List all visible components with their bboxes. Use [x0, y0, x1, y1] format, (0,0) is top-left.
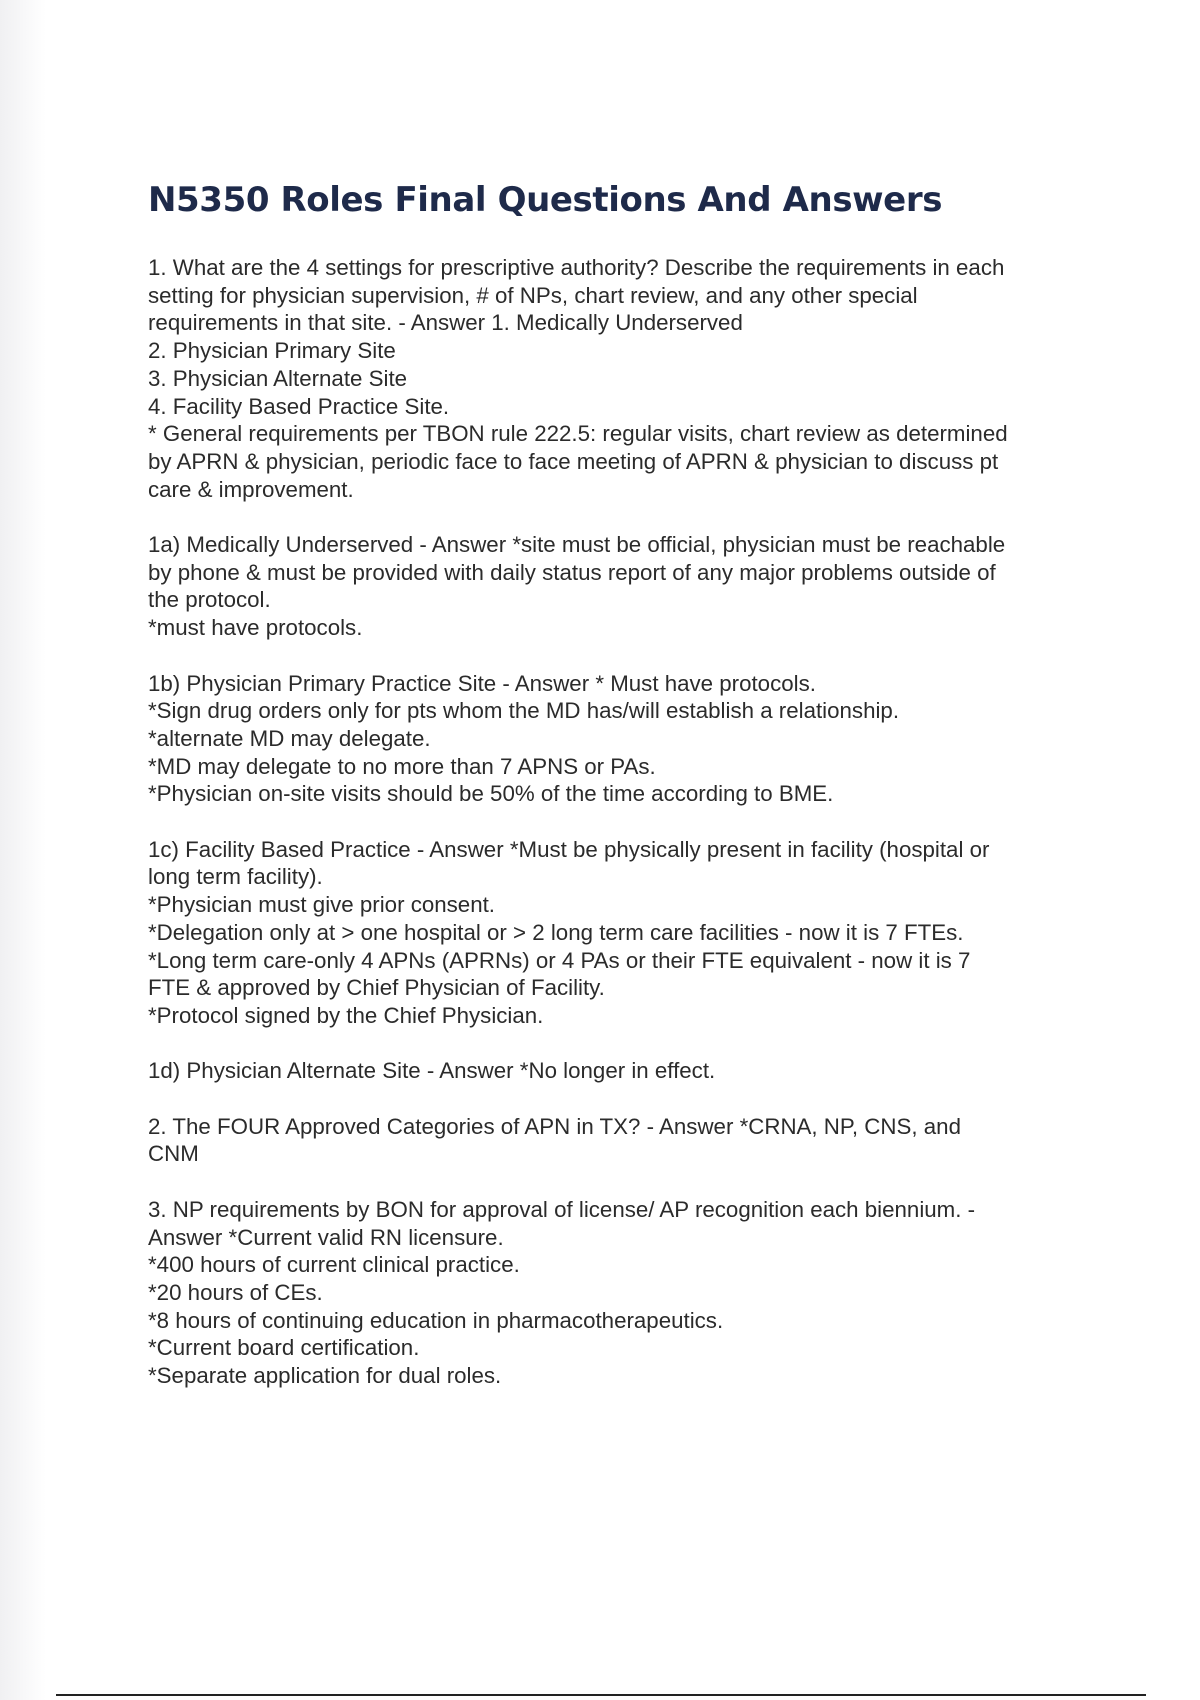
bottom-rule [56, 1694, 1146, 1696]
text-line: * General requirements per TBON rule 222.5: regular visits, chart review as determined [148, 421, 1008, 447]
text-line: 1d) Physician Alternate Site - Answer *No longer in effect. [148, 1058, 716, 1084]
text-line: 4. Facility Based Practice Site. [148, 393, 450, 419]
text-line: *Physician must give prior consent. [148, 892, 495, 918]
text-line: 1b) Physician Primary Practice Site - Answer * Must have protocols. [148, 670, 816, 696]
text-line: by APRN & physician, periodic face to face meeting of APRN & physician to discuss pt [148, 448, 999, 474]
text-line: 1a) Medically Underserved - Answer *site must be official, physician must be reachable [148, 532, 1006, 558]
text-line: FTE & approved by Chief Physician of Facility. [148, 975, 605, 1001]
text-line: CNM [148, 1141, 199, 1167]
qa-block [148, 1113, 1088, 1168]
text-line: 3. Physician Alternate Site [148, 365, 408, 391]
text-line: *MD may delegate to no more than 7 APNS or PAs. [148, 753, 656, 779]
text-line: 2. The FOUR Approved Categories of APN in TX? - Answer *CRNA, NP, CNS, and [148, 1113, 961, 1139]
text-line: the protocol. [148, 587, 271, 613]
text-line: Answer *Current valid RN licensure. [148, 1224, 504, 1250]
text-line: *8 hours of continuing education in pharmacotherapeutics. [148, 1307, 724, 1333]
qa-block [148, 670, 1088, 809]
text-line: 2. Physician Primary Site [148, 338, 396, 364]
text-line: care & improvement. [148, 476, 354, 502]
qa-block [148, 1196, 1088, 1390]
qa-block [148, 254, 1088, 503]
text-line: *Sign drug orders only for pts whom the MD has/will establish a relationship. [148, 698, 900, 724]
text-line: 1. What are the 4 settings for prescriptive authority? Describe the requirements in each [148, 255, 1005, 280]
text-line: 3. NP requirements by BON for approval of license/ AP recognition each biennium. - [148, 1196, 976, 1222]
text-line: long term facility). [148, 864, 323, 890]
text-line: *Separate application for dual roles. [148, 1363, 502, 1389]
text-line: requirements in that site. - Answer 1. Medically Underserved [148, 310, 743, 336]
text-line: *400 hours of current clinical practice. [148, 1252, 520, 1278]
text-line: setting for physician supervision, # of NPs, chart review, and any other special [148, 282, 918, 308]
qa-block [148, 836, 1088, 1030]
text-line: *Long term care-only 4 APNs (APRNs) or 4 PAs or their FTE equivalent - now it is 7 [148, 947, 971, 973]
text-line: *alternate MD may delegate. [148, 725, 431, 751]
qa-block [148, 531, 1088, 642]
document-body [148, 254, 1088, 1417]
text-line: *20 hours of CEs. [148, 1279, 323, 1305]
text-line: *Delegation only at > one hospital or > 2 long term care facilities - now it is 7 FTEs. [148, 919, 964, 945]
text-line: *Protocol signed by the Chief Physician. [148, 1002, 544, 1028]
text-line: *Current board certification. [148, 1335, 420, 1361]
document-title: N5350 Roles Final Questions And Answers [148, 180, 943, 220]
qa-block [148, 1057, 1088, 1085]
text-line: 1c) Facility Based Practice - Answer *Must be physically present in facility (hospital or [148, 836, 990, 862]
text-line: *Physician on-site visits should be 50% of the time according to BME. [148, 781, 834, 807]
text-line: by phone & must be provided with daily status report of any major problems outside of [148, 559, 996, 585]
text-line: *must have protocols. [148, 615, 363, 641]
page-edge-shadow [0, 0, 46, 1700]
